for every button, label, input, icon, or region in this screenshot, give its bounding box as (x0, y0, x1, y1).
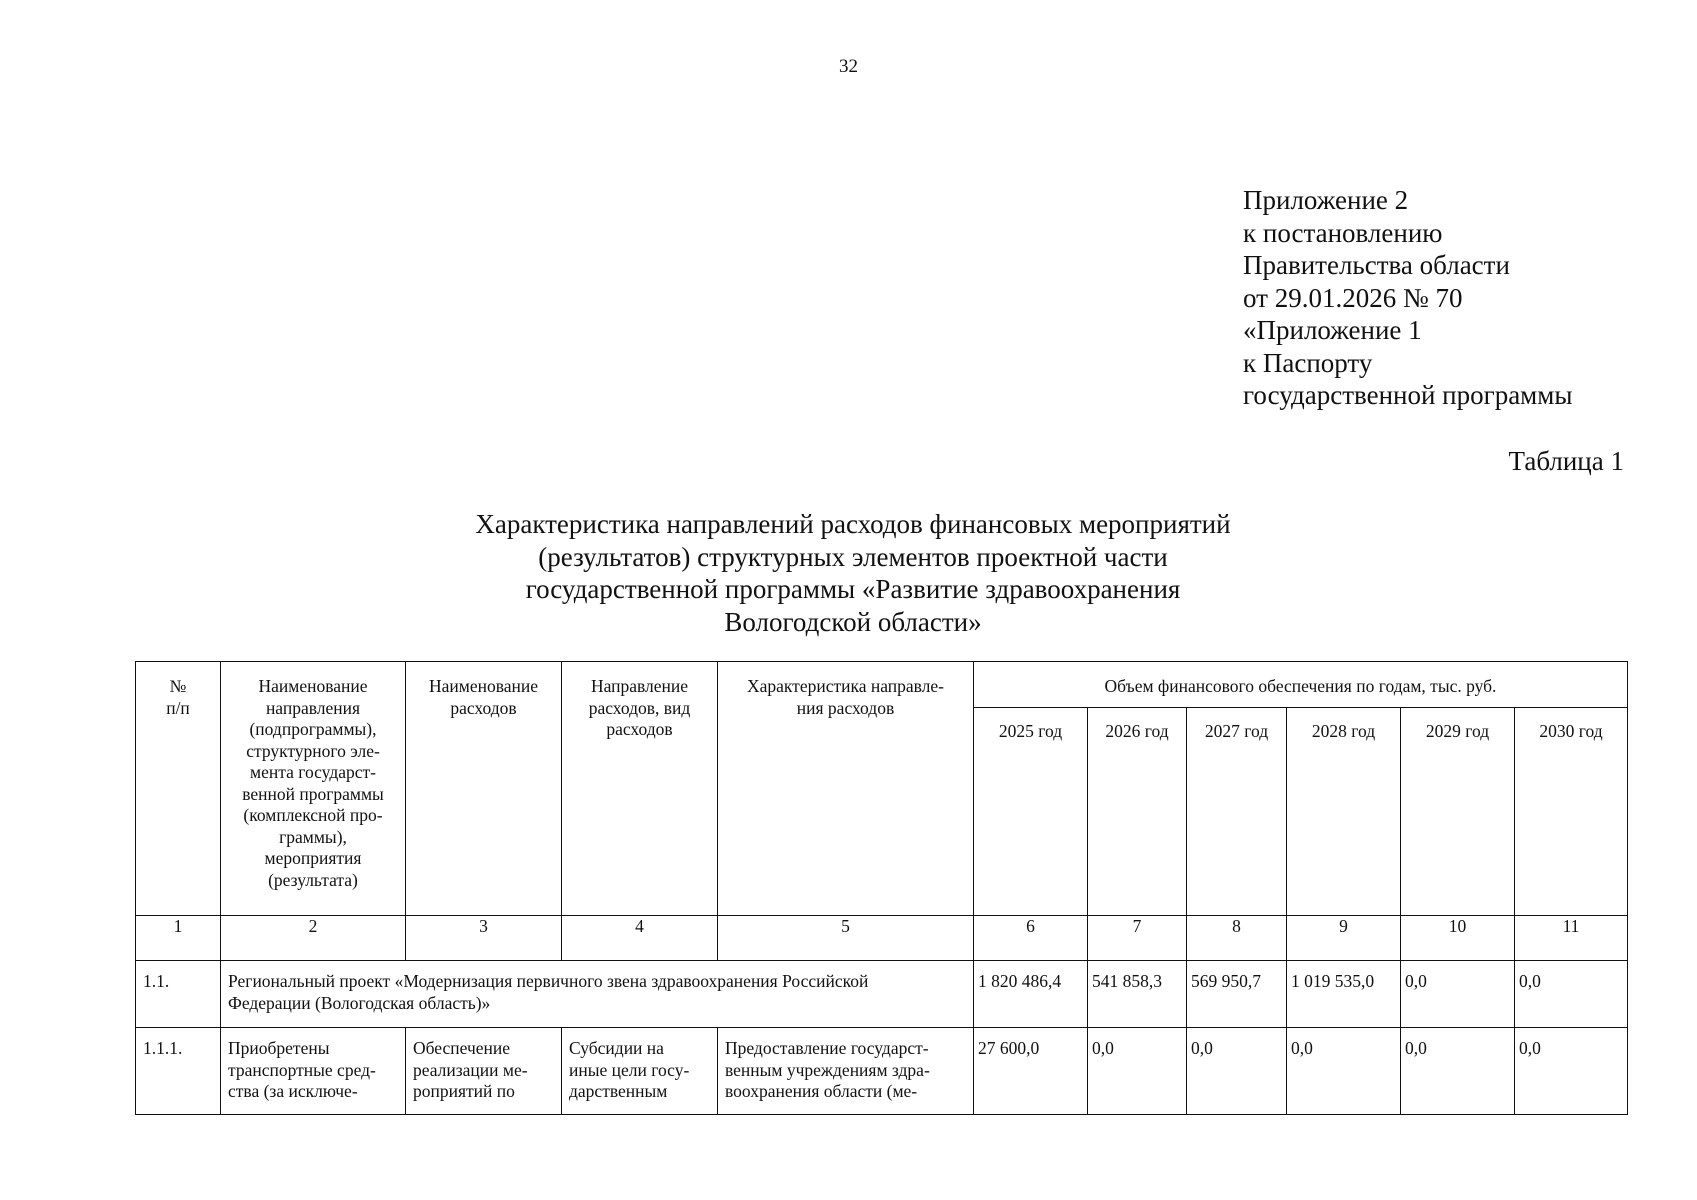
appendix-line: Приложение 2 (1243, 185, 1409, 215)
header-year: 2030 год (1515, 708, 1628, 916)
header-year: 2027 год (1187, 708, 1287, 916)
header-line: мероприятия (264, 848, 362, 868)
header-volume: Объем финансового обеспечения по годам, тыс. руб. (974, 662, 1628, 708)
header-line: п/п (166, 697, 190, 718)
appendix-line: «Приложение 1 (1243, 315, 1422, 345)
header-line: венной программы (242, 783, 384, 804)
title-line: Вологодской области» (724, 606, 982, 637)
appendix-line: к постановлению (1243, 217, 1443, 248)
column-number: 9 (1287, 916, 1401, 961)
column-number: 8 (1187, 916, 1287, 961)
value-2027: 0,0 (1187, 1028, 1287, 1115)
column-number-row (136, 916, 1628, 961)
finance-table (135, 661, 1628, 1115)
header-year: 2029 год (1401, 708, 1515, 916)
appendix-block (1243, 184, 1573, 412)
header-expense-name (406, 662, 562, 916)
value-2025: 27 600,0 (974, 1028, 1088, 1115)
row-name-line: Федерации (Вологодская область)» (228, 992, 491, 1013)
appendix-line: от 29.01.2026 № 70 (1243, 282, 1463, 313)
row-characteristic-line: воохранения области (ме- (725, 1081, 918, 1101)
header-line: ния расходов (796, 697, 895, 718)
row-characteristic-line: венным учреждениям здра- (725, 1059, 930, 1080)
row-direction-line: Субсидии на (569, 1038, 664, 1058)
header-line: Характеристика направле- (746, 676, 945, 696)
row-characteristic-line: Предоставление государст- (725, 1038, 929, 1058)
header-year: 2025 год (974, 708, 1088, 916)
header-line: мента государст- (250, 762, 376, 782)
header-line: Направление (590, 676, 689, 696)
title-line: (результатов) структурных элементов проектной части (538, 541, 1168, 572)
column-number: 11 (1515, 916, 1628, 961)
row-characteristic (718, 1028, 974, 1115)
header-line: (результата) (268, 869, 358, 890)
table-label: Таблица 1 (1508, 446, 1624, 476)
header-year: 2026 год (1088, 708, 1187, 916)
header-line: (подпрограммы), (249, 719, 377, 739)
column-number: 7 (1088, 916, 1187, 961)
row-direction (562, 1028, 718, 1115)
header-row (136, 662, 1628, 708)
header-direction (562, 662, 718, 916)
header-name (221, 662, 406, 916)
value-2027: 569 950,7 (1187, 961, 1287, 1028)
row-expense-name (406, 1028, 562, 1115)
row-name (221, 1028, 406, 1115)
appendix-line: к Паспорту (1243, 347, 1373, 378)
row-direction-line: иные цели госу- (569, 1059, 690, 1080)
value-2026: 541 858,3 (1088, 961, 1187, 1028)
header-line: Наименование (258, 676, 368, 696)
title-line: государственной программы «Развитие здравоохранения (525, 574, 1181, 604)
value-2030: 0,0 (1515, 961, 1628, 1028)
row-expense-line: реализации ме- (413, 1059, 528, 1080)
row-number: 1.1.1. (136, 1028, 221, 1115)
header-line: граммы), (279, 826, 347, 847)
header-line: расходов (606, 719, 673, 739)
header-year: 2028 год (1287, 708, 1401, 916)
appendix-line: государственной программы (1243, 380, 1573, 410)
row-name-line: транспортные сред- (228, 1059, 376, 1080)
column-number: 4 (562, 916, 718, 961)
document-title (300, 508, 1406, 638)
row-name-line: Региональный проект «Модернизация первичного звена здравоохранения Российской (228, 971, 869, 991)
value-2028: 1 019 535,0 (1287, 961, 1401, 1028)
row-direction-line: дарственным (569, 1081, 668, 1101)
row-expense-line: роприятий по (413, 1081, 515, 1101)
header-line: расходов (450, 697, 517, 718)
value-2026: 0,0 (1088, 1028, 1187, 1115)
table-row (136, 961, 1628, 1028)
column-number: 6 (974, 916, 1088, 961)
header-line: № (169, 676, 187, 696)
page-number: 32 (839, 56, 858, 77)
column-number: 10 (1401, 916, 1515, 961)
column-number: 1 (136, 916, 221, 961)
appendix-line: Правительства области (1243, 250, 1510, 280)
row-number: 1.1. (136, 961, 221, 1028)
value-2030: 0,0 (1515, 1028, 1628, 1115)
value-2029: 0,0 (1401, 1028, 1515, 1115)
value-2028: 0,0 (1287, 1028, 1401, 1115)
header-line: расходов, вид (588, 697, 691, 718)
row-expense-line: Обеспечение (413, 1038, 511, 1058)
header-num (136, 662, 221, 916)
column-number: 5 (718, 916, 974, 961)
value-2029: 0,0 (1401, 961, 1515, 1028)
row-name-line: ства (за исключе- (228, 1081, 358, 1101)
header-line: Наименование (428, 676, 539, 696)
title-line: Характеристика направлений расходов финансовых мероприятий (475, 509, 1231, 539)
column-number: 3 (406, 916, 562, 961)
header-line: структурного эле- (246, 740, 380, 761)
table-row (136, 1028, 1628, 1115)
value-2025: 1 820 486,4 (974, 961, 1088, 1028)
column-number: 2 (221, 916, 406, 961)
header-line: направления (265, 697, 361, 718)
header-characteristic (718, 662, 974, 916)
header-line: (комплексной про- (243, 805, 383, 825)
row-name-line: Приобретены (228, 1038, 330, 1058)
row-name (221, 961, 974, 1028)
